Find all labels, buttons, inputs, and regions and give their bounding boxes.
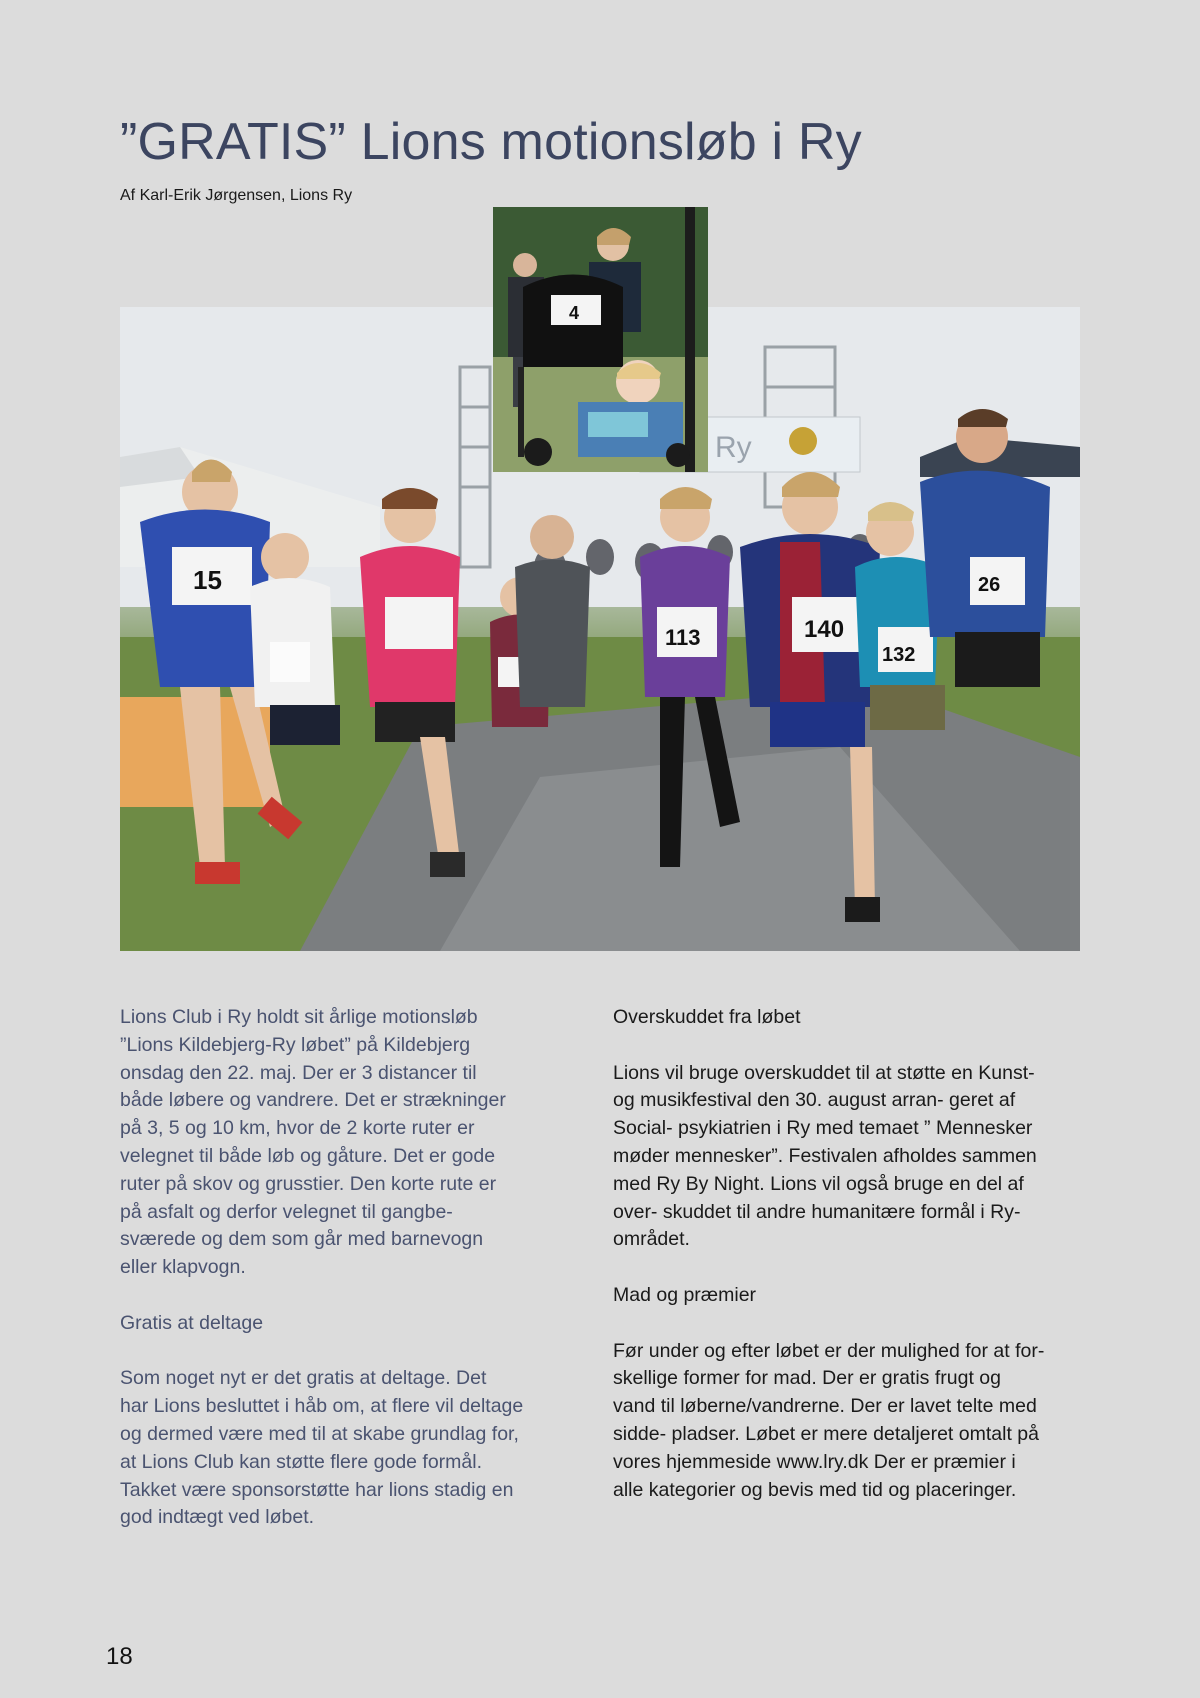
intro-paragraph: Lions Club i Ry holdt sit årlige motionsløb ”Lions Kildebjerg-Ry løbet” på Kildebjerg onsdag den 22. maj. Der er 3 distancer til både løbere og vandrere. Det er strækninger på 3, 5 og 10 km, hvor de 2 korte ruter er velegnet til både løb og gåture. Det er gode ruter på skov og grusstier. Den korte rute er på asfalt og derfor velegnet til gangbe- sværede og dem som går med barnevogn eller klapvogn. xyxy=(120,1006,506,1279)
article-byline: Af Karl-Erik Jørgensen, Lions Ry xyxy=(120,187,353,204)
surplus-paragraph: Lions vil bruge overskuddet til at støtte en Kunst- og musikfestival den 30. august arran- geret af Social- psykiatrien i Ry med temaet ” Mennesker møder mennesker”. Festivalen afholdes sammen med Ry By Night. Lions vil også bruge en del af over- skuddet til andre humanitære formål i Ry- området. xyxy=(613,1061,1037,1251)
right-text-column xyxy=(613,1004,1093,1532)
stroller-photo xyxy=(493,207,708,472)
bib-26: 26 xyxy=(978,574,1001,596)
free-entry-paragraph: Som noget nyt er det gratis at deltage. Det har Lions besluttet i håb om, at flere vil deltage og dermed være med til at skabe grundlag for, at Lions Club kan støtte flere gode formål. Takket være sponsorstøtte har lions stadig en god indtægt ved løbet. xyxy=(120,1367,524,1529)
food-prizes-paragraph: Før under og efter løbet er der mulighed for at for- skellige former for mad. Der er gratis frugt og vand til løberne/vandrerne. Der er lavet telte med sidde- pladser. Løbet er mere detaljeret omtalt på vores hjemmeside www.lry.dk Der er præmier i alle kategorier og bevis med tid og placeringer. xyxy=(613,1339,1045,1501)
bib-132: 132 xyxy=(882,644,916,666)
banner-text: Ry xyxy=(715,431,752,464)
page-number: 18 xyxy=(106,1643,133,1670)
article-title: ”GRATIS” Lions motionsløb i Ry xyxy=(120,113,862,171)
left-text-column xyxy=(120,1004,570,1560)
section-heading-food-prizes: Mad og præmier xyxy=(613,1283,757,1306)
bib-4: 4 xyxy=(569,303,580,323)
bib-15: 15 xyxy=(193,565,222,595)
bib-113: 113 xyxy=(665,625,701,650)
section-heading-surplus: Overskuddet fra løbet xyxy=(613,1006,801,1028)
section-heading-free-entry: Gratis at deltage xyxy=(120,1311,264,1334)
bib-140: 140 xyxy=(804,616,845,643)
